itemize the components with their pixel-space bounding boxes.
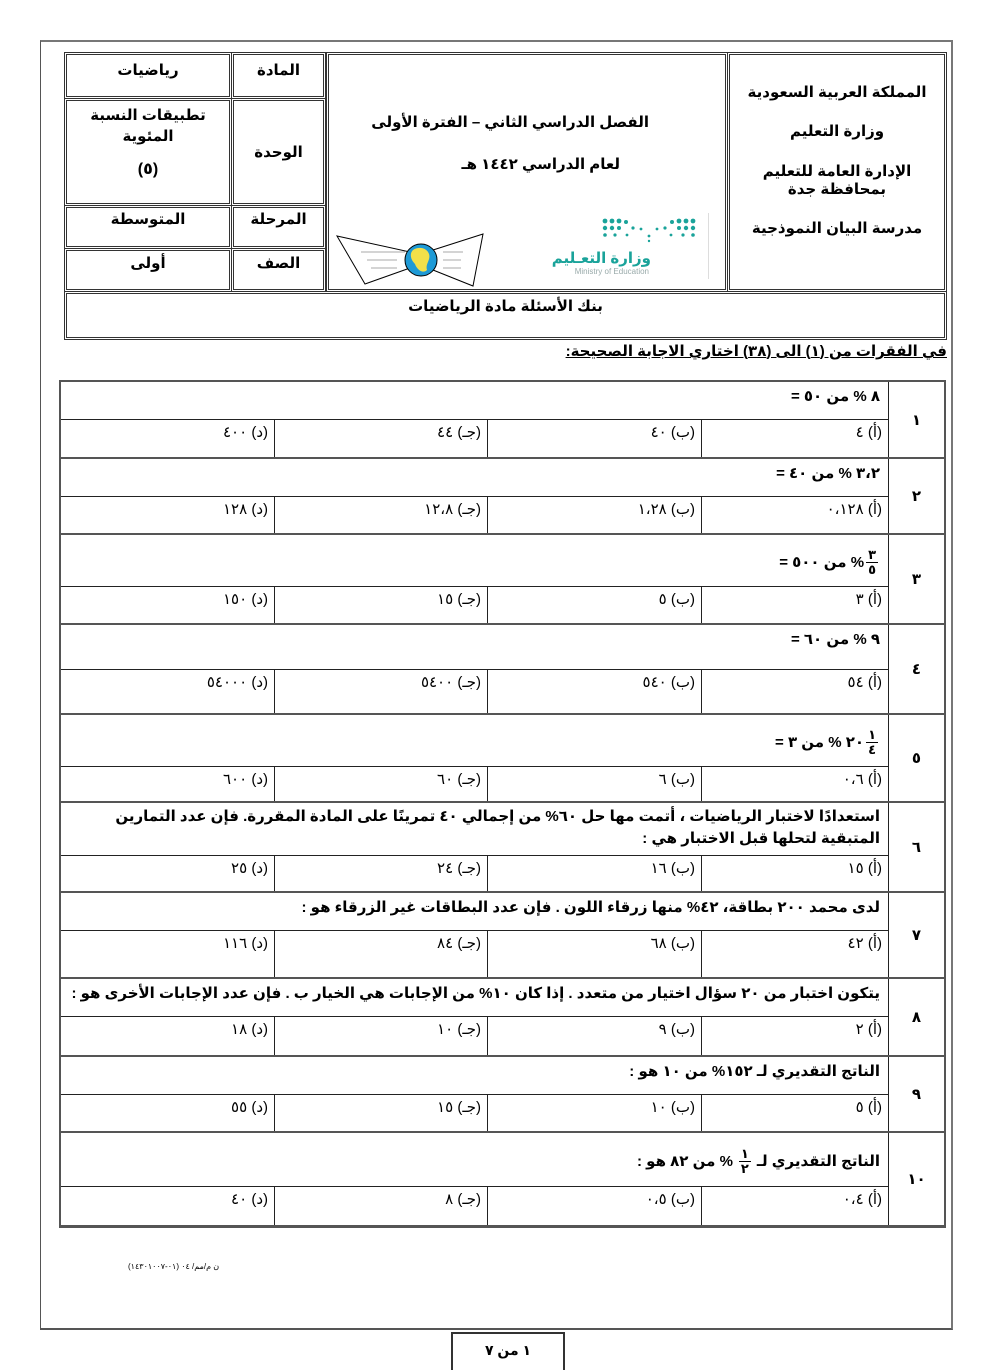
stage-label-text: المرحلة — [250, 211, 307, 228]
moe-arabic-text: وزارة التعـليم — [551, 250, 651, 267]
fraction-numerator: ١ — [868, 727, 876, 742]
question-text-body: % من ٨٢ هو : — [637, 1152, 733, 1170]
question-text: ٣،٢ % من ٤٠ = — [61, 459, 888, 497]
option-a[interactable]: (أ) ٥٤ — [701, 670, 888, 713]
subject-value — [64, 52, 232, 99]
question-number: ٣ — [888, 535, 944, 623]
subject-label-text: المادة — [257, 62, 301, 79]
question-text: يتكون اختبار من ٢٠ سؤال اختيار من متعدد . إذا كان ١٠% من الإجابات هي الخيار ب . فإن عدد الإجابات الأخرى هو : — [61, 979, 888, 1017]
instructions: في الفقرات من (١) الى (٣٨) اختاري الاجابة الصحيحة: — [565, 343, 947, 360]
question-text — [61, 535, 888, 587]
ministry-of-education-logo — [529, 213, 709, 281]
option-d[interactable]: (د) ٦٠٠ — [222, 771, 268, 788]
globe-banner-logo-icon — [335, 230, 485, 288]
question-row — [61, 893, 944, 979]
option-c[interactable]: (جـ) ٨ — [274, 1187, 487, 1225]
option-d[interactable]: (د) ١١٦ — [222, 935, 268, 952]
option-c[interactable]: (جـ) ٦٠ — [274, 767, 487, 801]
question-number: ٥ — [888, 715, 944, 801]
option-d[interactable]: (د) ٥٥ — [231, 1099, 268, 1116]
fraction — [866, 548, 878, 577]
option-c[interactable]: (جـ) ٨٤ — [274, 931, 487, 977]
directorate-line-1: الإدارة العامة للتعليم — [762, 162, 912, 180]
option-a[interactable]: (أ) ٥ — [701, 1095, 888, 1131]
unit-label-text: الوحدة — [254, 144, 303, 161]
question-row — [61, 715, 944, 803]
term-label: الفصل الدراسي الثاني – الفترة الأولى — [371, 114, 649, 131]
question-row — [61, 1133, 944, 1225]
option-d[interactable]: (د) ٤٠٠ — [222, 424, 268, 441]
option-c[interactable]: (جـ) ١٢،٨ — [274, 497, 487, 533]
stage-label — [231, 205, 326, 249]
moe-english-text: Ministry of Education — [574, 267, 649, 276]
option-c[interactable]: (جـ) ١٥ — [274, 587, 487, 623]
option-d[interactable]: (د) ٢٥ — [231, 860, 268, 877]
option-a[interactable]: (أ) ٤٢ — [701, 931, 888, 977]
fraction-numerator: ١ — [740, 1146, 749, 1161]
fraction-numerator: ٣ — [868, 547, 876, 562]
fraction — [739, 1147, 751, 1176]
question-text: لدى محمد ٢٠٠ بطاقة، ٤٢% منها زرقاء اللون . فإن عدد البطاقات غير الزرقاء هو : — [61, 893, 888, 931]
stage-value — [64, 205, 232, 249]
option-a[interactable]: (أ) ١٥ — [701, 856, 888, 891]
option-d[interactable]: (د) ٤٠ — [231, 1191, 268, 1208]
fraction-denominator: ٤ — [868, 742, 876, 757]
option-c[interactable]: (جـ) ١٠ — [274, 1017, 487, 1055]
option-b[interactable]: (ب) ٥ — [487, 587, 701, 623]
directorate-name — [763, 163, 912, 199]
question-text-prefix: الناتج التقديري لـ — [756, 1152, 880, 1170]
question-number: ١٠ — [888, 1133, 944, 1225]
option-c[interactable]: (جـ) ٤٤ — [274, 420, 487, 457]
fraction-denominator: ٢ — [740, 1161, 749, 1176]
option-b[interactable]: (ب) ٠،٥ — [487, 1187, 701, 1225]
question-text — [61, 715, 888, 767]
option-a[interactable]: (أ) ٢ — [701, 1017, 888, 1055]
question-row — [61, 979, 944, 1057]
grade-value — [64, 248, 232, 292]
option-a[interactable]: (أ) ٠،٤ — [701, 1187, 888, 1225]
option-a[interactable]: (أ) ٠،٦ — [701, 767, 888, 801]
page-number: ١ من ٧ — [451, 1332, 565, 1370]
option-c[interactable]: (جـ) ٥٤٠٠ — [274, 670, 487, 713]
term-block — [326, 52, 728, 292]
option-d[interactable]: (د) ١٢٨ — [222, 501, 268, 518]
subject-value-text: رياضيات — [117, 62, 179, 79]
option-b[interactable]: (ب) ١٦ — [487, 856, 701, 891]
grade-value-text: أولى — [130, 255, 166, 272]
option-b[interactable]: (ب) ٦ — [487, 767, 701, 801]
ministry-name: وزارة التعليم — [789, 123, 885, 141]
question-number: ٧ — [888, 893, 944, 977]
option-b[interactable]: (ب) ٤٠ — [487, 420, 701, 457]
unit-label — [231, 98, 326, 206]
option-d[interactable]: (د) ٥٤٠٠٠ — [206, 674, 268, 691]
question-text-body: ٢٠ % من ٣ = — [775, 733, 865, 751]
question-text: الناتج التقديري لـ ١٥٢% من ١٠ هو : — [61, 1057, 888, 1095]
stage-value-text: المتوسطة — [110, 211, 186, 228]
unit-value — [64, 98, 232, 206]
question-row — [61, 459, 944, 535]
moe-dots-icon — [599, 217, 699, 243]
option-a[interactable]: (أ) ٠،١٢٨ — [701, 497, 888, 533]
question-text — [61, 1133, 888, 1187]
question-number: ٩ — [888, 1057, 944, 1131]
question-row — [61, 625, 944, 715]
question-text: ٩ % من ٦٠ = — [61, 625, 888, 670]
question-text: استعدادًا لاختبار الرياضيات ، أتمت مها حل ٦٠% من إجمالي ٤٠ تمرينًا على المادة المقررة. فإن عدد التمارين المتبقية لتحلها قبل الاختبار هي : — [61, 803, 888, 856]
question-row — [61, 803, 944, 893]
question-number: ١ — [888, 382, 944, 457]
option-c[interactable]: (جـ) ٢٤ — [274, 856, 487, 891]
subject-label — [231, 52, 326, 99]
question-number: ٢ — [888, 459, 944, 533]
question-text: ٨ % من ٥٠ = — [61, 382, 888, 420]
question-number: ٨ — [888, 979, 944, 1055]
kingdom-name: المملكة العربية السعودية — [747, 83, 927, 101]
option-a[interactable]: (أ) ٣ — [701, 587, 888, 623]
option-b[interactable]: (ب) ١٠ — [487, 1095, 701, 1131]
option-d[interactable]: (د) ١٨ — [231, 1021, 268, 1038]
question-text-body: % من ٥٠٠ = — [779, 553, 865, 571]
option-c[interactable]: (جـ) ١٥ — [274, 1095, 487, 1131]
question-bank-title — [64, 291, 947, 340]
question-number: ٤ — [888, 625, 944, 713]
option-a[interactable]: (أ) ٤ — [701, 420, 888, 457]
logo-divider — [708, 213, 709, 279]
academic-year: لعام الدراسي ١٤٤٢ هـ — [461, 156, 620, 173]
option-b[interactable]: (ب) ١،٢٨ — [487, 497, 701, 533]
grade-label — [231, 248, 326, 292]
fraction-denominator: ٥ — [868, 562, 876, 577]
question-row — [61, 535, 944, 625]
question-number: ٦ — [888, 803, 944, 891]
unit-value-line-1: تطبيقات النسبة — [90, 107, 206, 124]
fraction — [866, 728, 878, 757]
organization-block — [727, 52, 947, 292]
unit-number: (٥) — [137, 161, 159, 178]
unit-value-line-2: المئوية — [122, 128, 174, 145]
option-d[interactable]: (د) ١٥٠ — [222, 591, 268, 608]
option-b[interactable]: (ب) ٥٤٠ — [487, 670, 701, 713]
document-code: ن م/مم/ ٠٤ (٠١-١٤٣٠١٠٠٧) — [128, 1262, 220, 1271]
grade-label-text: الصف — [256, 255, 301, 272]
directorate-line-2: بمحافظة جدة — [787, 180, 887, 198]
question-row — [61, 1057, 944, 1133]
option-b[interactable]: (ب) ٦٨ — [487, 931, 701, 977]
question-row — [61, 382, 944, 459]
option-b[interactable]: (ب) ٩ — [487, 1017, 701, 1055]
question-bank-title-text: بنك الأسئلة مادة الرياضيات — [408, 298, 603, 315]
school-name: مدرسة البيان النموذجية — [751, 220, 923, 238]
questions-table — [59, 380, 946, 1228]
